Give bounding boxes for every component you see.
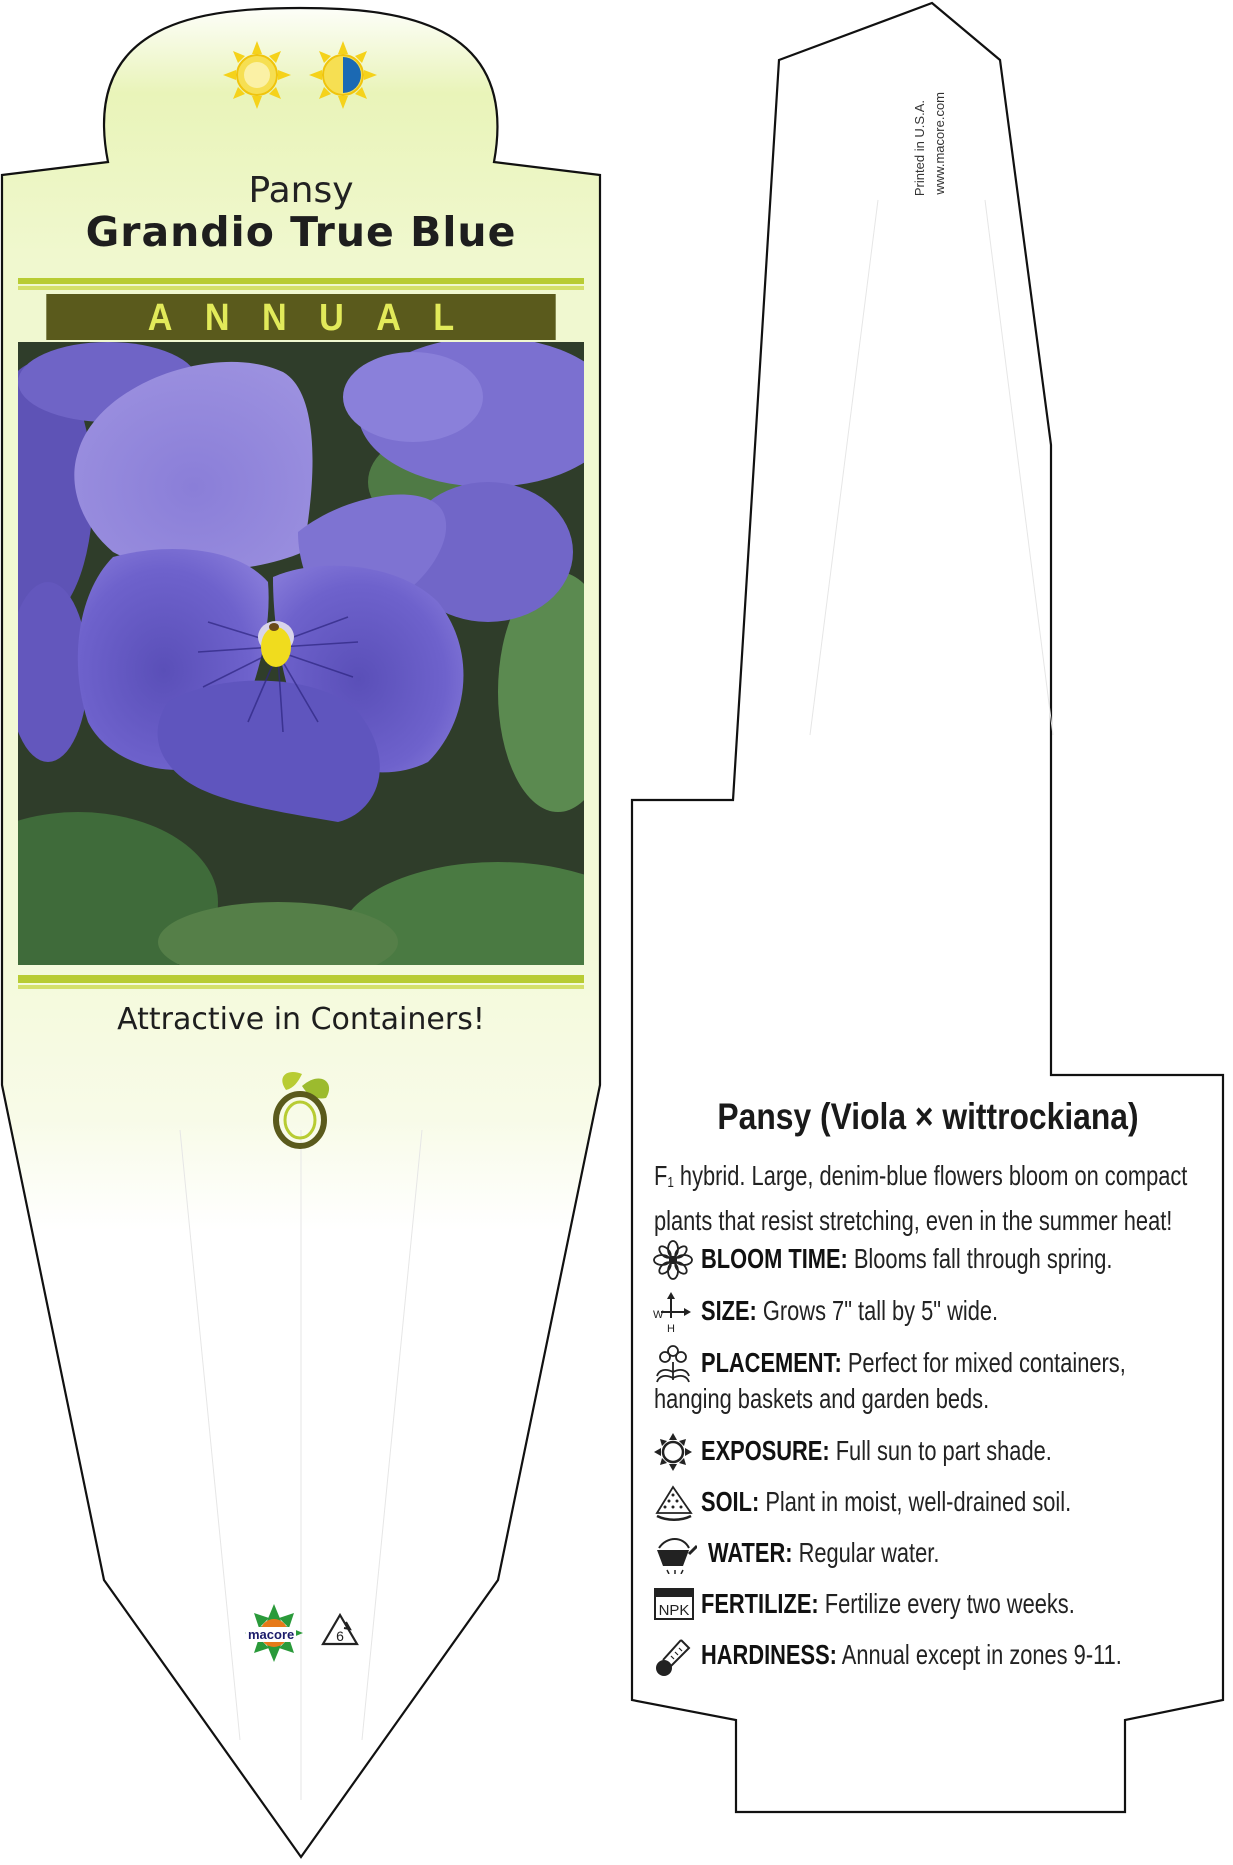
seed-logo-icon xyxy=(268,1068,338,1153)
website-url: www.macore.com xyxy=(932,92,947,195)
soil-label: SOIL: xyxy=(701,1486,760,1517)
flower-icon xyxy=(653,1240,693,1280)
soil-text: Plant in moist, well-drained soil. xyxy=(765,1486,1072,1517)
botanical-title: Pansy (Viola × wittrockiana) xyxy=(717,1096,1139,1137)
soil-icon xyxy=(653,1483,695,1523)
placement-text-continued: hanging baskets and garden beds. xyxy=(654,1383,990,1414)
full-sun-icon xyxy=(222,40,292,110)
exposure-label: EXPOSURE: xyxy=(701,1435,830,1466)
recycle-icon xyxy=(320,1612,360,1648)
watering-can-icon xyxy=(653,1534,697,1574)
category-band: ANNUAL xyxy=(46,294,555,340)
tagline: Attractive in Containers! xyxy=(117,1002,485,1037)
macore-brand-label: macore xyxy=(248,1627,295,1642)
hardiness-text: Annual except in zones 9-11. xyxy=(841,1639,1122,1670)
fertilizer-npk-icon xyxy=(653,1585,695,1621)
part-shade-icon xyxy=(308,40,378,110)
recycle-code: 6 xyxy=(336,1628,344,1644)
water-text: Regular water. xyxy=(798,1537,940,1568)
svg-text:W: W xyxy=(653,1309,664,1321)
pansy-photo xyxy=(18,342,584,965)
description: F1 hybrid. Large, denim-blue flowers bloom on compact plants that resist stretching, even in the summer heat! xyxy=(654,1160,1188,1236)
fertilize-label: FERTILIZE: xyxy=(701,1588,819,1619)
sun-outline-icon xyxy=(653,1432,693,1472)
svg-text:H: H xyxy=(667,1323,675,1335)
placement-label: PLACEMENT: xyxy=(701,1347,842,1378)
size-label: SIZE: xyxy=(701,1295,757,1326)
water-label: WATER: xyxy=(708,1537,793,1568)
exposure-text: Full sun to part shade. xyxy=(835,1435,1052,1466)
size-text: Grows 7" tall by 5" wide. xyxy=(762,1295,999,1326)
hardiness-label: HARDINESS: xyxy=(701,1639,837,1670)
printed-note: Printed in U.S.A. xyxy=(912,100,927,197)
size-icon xyxy=(653,1292,693,1336)
plant-icon xyxy=(653,1344,693,1384)
thermometer-icon xyxy=(653,1636,695,1678)
variety-name: Grandio True Blue xyxy=(85,208,517,256)
fertilize-text: Fertilize every two weeks. xyxy=(824,1588,1075,1619)
svg-text:NPK: NPK xyxy=(658,1602,690,1619)
bloom-time-text: Blooms fall through spring. xyxy=(853,1243,1113,1274)
bloom-time-label: BLOOM TIME: xyxy=(701,1243,848,1274)
placement-text: Perfect for mixed containers, xyxy=(847,1347,1126,1378)
common-name: Pansy xyxy=(248,170,354,211)
